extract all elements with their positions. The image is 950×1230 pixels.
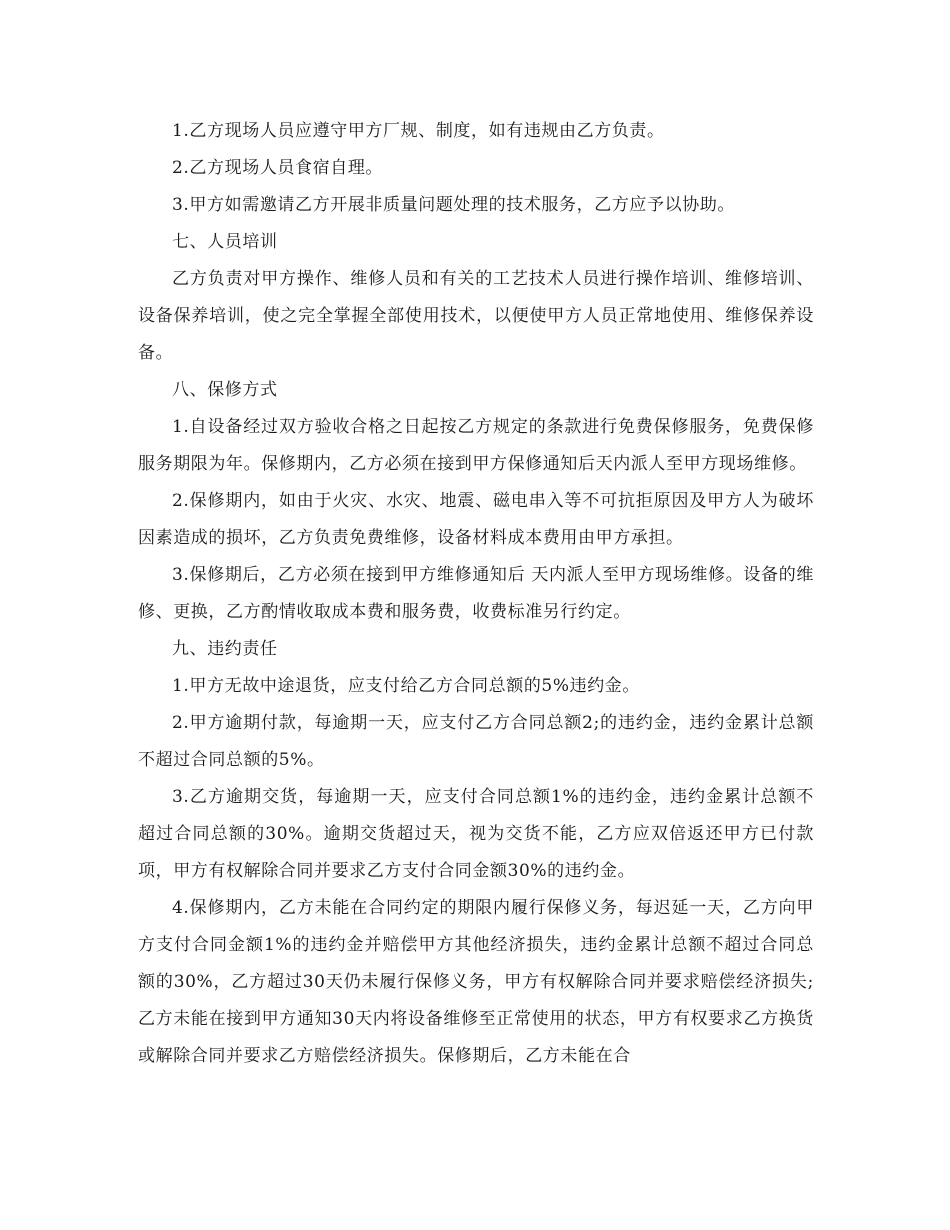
clause-6-item-3: 3.甲方如需邀请乙方开展非质量问题处理的技术服务，乙方应予以协助。: [172, 195, 736, 215]
clause-6-item-2: 2.乙方现场人员食宿自理。: [172, 158, 384, 178]
liability-item-3: 3.乙方逾期交货，每逾期一天，应支付合同总额1%的违约金，违约金累计总额不超过合同总额的30%。逾期交货超过天，视为交货不能，乙方应双倍返还甲方已付款项，甲方有权解除合同并要求乙方支付合同金额30%的违约金。: [138, 787, 814, 881]
section-heading-training: 七、人员培训: [172, 232, 278, 252]
warranty-item-3: 3.保修期后，乙方必须在接到甲方维修通知后 天内派人至甲方现场维修。设备的维修、更换，乙方酌情收取成本费和服务费，收费标准另行约定。: [138, 565, 814, 622]
clause-6-item-1: 1.乙方现场人员应遵守甲方厂规、制度，如有违规由乙方负责。: [172, 121, 665, 141]
document-body: [138, 113, 814, 1075]
section-heading-liability: 九、违约责任: [172, 639, 278, 659]
warranty-item-1: 1.自设备经过双方验收合格之日起按乙方规定的条款进行免费保修服务，免费保修服务期限为年。保修期内，乙方必须在接到甲方保修通知后天内派人至甲方现场维修。: [138, 417, 814, 474]
warranty-item-2: 2.保修期内，如由于火灾、水灾、地震、磁电串入等不可抗拒原因及甲方人为破坏因素造成的损坏，乙方负责免费维修，设备材料成本费用由甲方承担。: [138, 491, 814, 548]
liability-item-2: 2.甲方逾期付款，每逾期一天，应支付乙方合同总额2;的违约金，违约金累计总额不超过合同总额的5%。: [138, 713, 814, 770]
section-heading-warranty: 八、保修方式: [172, 380, 278, 400]
liability-item-4: 4.保修期内，乙方未能在合同约定的期限内履行保修义务，每迟延一天，乙方向甲方支付合同金额1%的违约金并赔偿甲方其他经济损失，违约金累计总额不超过合同总额的30%，乙方超过30天仍未履行保修义务，甲方有权解除合同并要求赔偿经济损失;乙方未能在接到甲方通知30天内将设备维修至正常使用的状态，甲方有权要求乙方换货或解除合同并要求乙方赔偿经济损失。保修期后，乙方未能在合: [138, 898, 814, 1066]
liability-item-1: 1.甲方无故中途退货，应支付给乙方合同总额的5%违约金。: [172, 676, 640, 696]
training-paragraph: 乙方负责对甲方操作、维修人员和有关的工艺技术人员进行操作培训、维修培训、设备保养培训，使之完全掌握全部使用技术，以便使甲方人员正常地使用、维修保养设备。: [138, 269, 814, 363]
